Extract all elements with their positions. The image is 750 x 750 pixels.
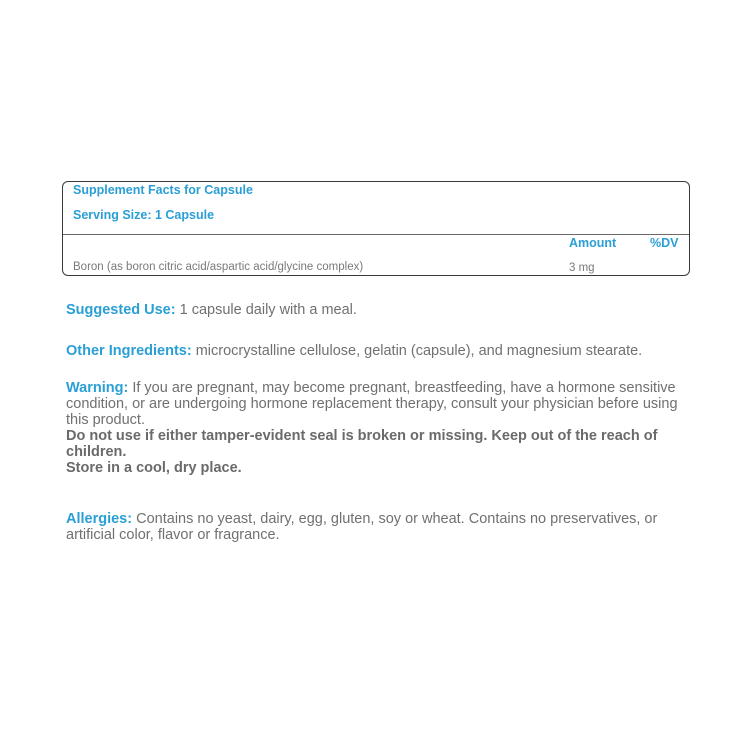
warning-section: [66, 380, 696, 476]
allergies-section: [66, 511, 696, 543]
ingredient-amount: 3 mg: [569, 262, 595, 274]
allergies-text: Contains no yeast, dairy, egg, gluten, soy or wheat. Contains no preservatives, or artificial color, flavor or fragrance.: [66, 511, 658, 543]
serving-size: Serving Size: 1 Capsule: [73, 208, 215, 222]
warning-text: If you are pregnant, may become pregnant, breastfeeding, have a hormone sensitive condition, or are undergoing hormone replacement therapy, consult your physician before using this product.: [66, 380, 678, 428]
suggested-use-text: 1 capsule daily with a meal.: [175, 302, 357, 318]
supplement-facts-panel: [62, 181, 690, 276]
other-ingredients-label: Other Ingredients:: [66, 343, 192, 359]
other-ingredients-text: microcrystalline cellulose, gelatin (capsule), and magnesium stearate.: [191, 343, 643, 359]
other-ingredients-section: [66, 343, 696, 359]
facts-title: Supplement Facts for Capsule: [73, 183, 253, 197]
column-header-amount: Amount: [569, 236, 617, 250]
ingredient-name: Boron (as boron citric acid/aspartic acid/glycine complex): [73, 261, 364, 273]
suggested-use-section: [66, 302, 696, 318]
warning-label: Warning:: [66, 380, 129, 396]
column-header-dv: %DV: [650, 236, 679, 250]
warning-paragraph: [66, 380, 696, 428]
suggested-use-label: Suggested Use:: [66, 302, 176, 318]
storage-notice: Store in a cool, dry place.: [66, 460, 242, 476]
facts-divider: [63, 234, 689, 235]
tamper-seal-notice: Do not use if either tamper-evident seal is broken or missing. Keep out of the reach of children.: [66, 428, 658, 460]
allergies-label: Allergies:: [66, 511, 133, 527]
